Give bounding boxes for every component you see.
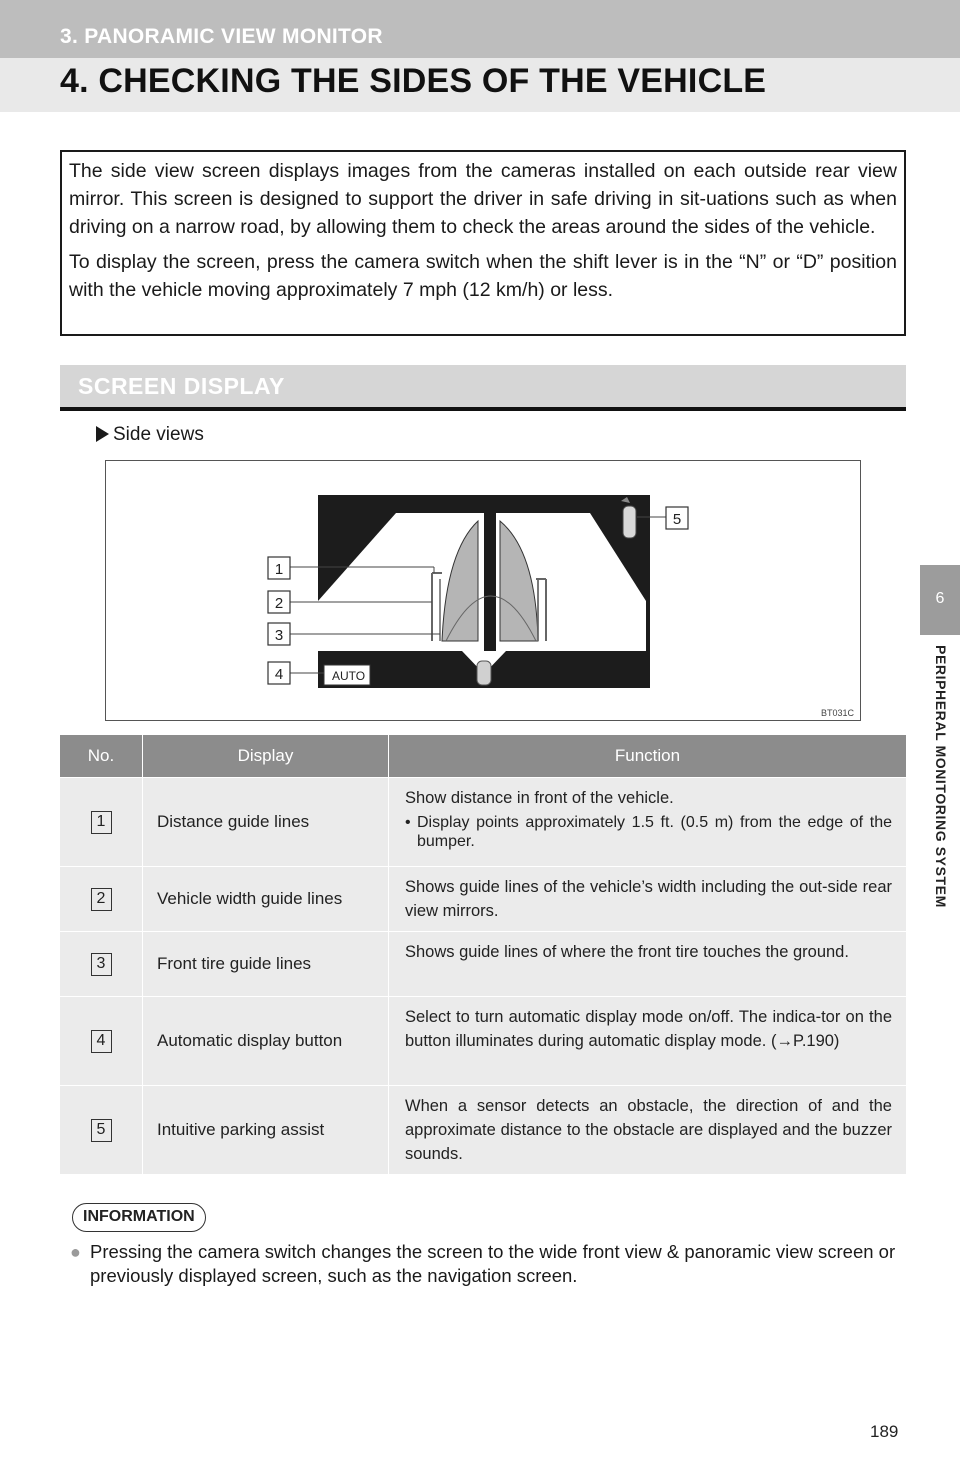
callout-3-label: 3 — [274, 627, 284, 644]
row-number-box: 5 — [91, 1119, 112, 1142]
intro-paragraph-2: To display the screen, press the camera switch when the shift lever is in the “N” or “D” position with the vehicle moving approximately 7 mph (12 km/h) or less. — [69, 251, 897, 301]
intro-paragraph-1: The side view screen displays images from the cameras installed on each outside rear view mirror. This screen is designed to support the driver in safe driving in sit-uations such as when driving on a narrow road, by allowing them to check the areas around the sides of the vehicle. — [69, 160, 897, 238]
screen-display-label: SCREEN DISPLAY — [78, 373, 285, 399]
auto-label: AUTO — [332, 669, 366, 683]
triangle-arrow-icon — [96, 426, 109, 442]
intro-box — [60, 150, 906, 336]
side-views-subhead — [96, 424, 204, 446]
row-function-bullet: • Display points approximately 1.5 ft. (0.5 m) from the edge of the bumper. — [405, 814, 892, 850]
screen-display-heading — [60, 365, 906, 411]
table-row — [60, 1085, 906, 1174]
row-function-text: Show distance in front of the vehicle. — [405, 789, 674, 807]
row-display: Front tire guide lines — [143, 932, 389, 996]
table-row — [60, 996, 906, 1085]
section-title: 3. PANORAMIC VIEW MONITOR — [60, 25, 383, 48]
header-display: Display — [143, 735, 389, 777]
row-function — [389, 778, 906, 866]
table-row — [60, 777, 906, 866]
row-display: Distance guide lines — [143, 778, 389, 866]
display-function-table — [60, 735, 906, 1174]
row-display: Vehicle width guide lines — [143, 867, 389, 931]
information-text — [70, 1240, 906, 1288]
header-function: Function — [614, 746, 681, 765]
row-number-box: 3 — [91, 953, 112, 976]
parking-assist-car-icon — [623, 506, 636, 538]
row-display: Intuitive parking assist — [143, 1086, 389, 1174]
bullet-circle-icon: ● — [70, 1242, 81, 1262]
callout-2-label: 2 — [274, 595, 284, 612]
row-number-box: 4 — [91, 1030, 112, 1053]
page-title: 4. CHECKING THE SIDES OF THE VEHICLE — [60, 62, 767, 100]
row-number-box: 1 — [91, 811, 112, 834]
chapter-number: 6 — [935, 590, 945, 607]
table-header — [60, 735, 906, 777]
table-row — [60, 931, 906, 996]
row-function: Select to turn automatic display mode on/off. The indica-tor on the button illuminates during automatic display mode. (→P.190) — [405, 1008, 892, 1050]
table-row — [60, 866, 906, 931]
side-view-figure — [105, 460, 861, 721]
row-function: Shows guide lines of the vehicle’s width including the out-side rear view mirrors. — [405, 878, 892, 920]
callout-1-label: 1 — [274, 561, 284, 578]
information-label: INFORMATION — [72, 1203, 206, 1232]
header-no: No. — [60, 735, 143, 777]
row-function: When a sensor detects an obstacle, the direction of and the approximate distance to the obstacle are displayed and the buzzer sounds. — [405, 1097, 892, 1163]
row-number-box: 2 — [91, 888, 112, 911]
front-car-icon — [477, 661, 491, 685]
side-view-illustration — [106, 461, 862, 722]
side-views-label: Side views — [113, 424, 204, 445]
row-function: Shows guide lines of where the front tire touches the ground. — [405, 943, 849, 961]
information-body: Pressing the camera switch changes the screen to the wide front view & panoramic view screen or previously displayed screen, such as the navigation screen. — [90, 1241, 896, 1286]
callout-5-label: 5 — [672, 511, 682, 528]
page-number: 189 — [870, 1422, 899, 1441]
callout-4-label: 4 — [274, 666, 284, 683]
chapter-label: PERIPHERAL MONITORING SYSTEM — [933, 645, 949, 908]
figure-code: BT031C — [820, 708, 854, 718]
row-display: Automatic display button — [143, 997, 389, 1085]
